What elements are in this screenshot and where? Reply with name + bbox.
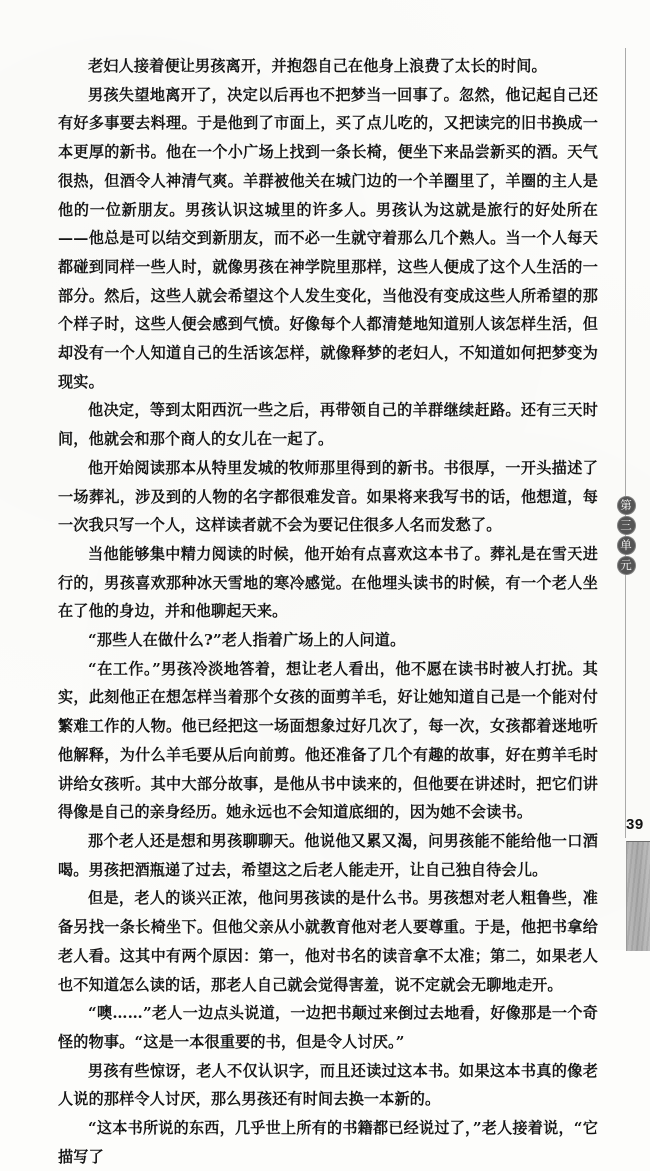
paragraph: 他决定，等到太阳西沉一些之后，再带领自己的羊群继续赶路。还有三天时间，他就会和那个商人的女儿在一起了。 [58, 401, 598, 449]
paragraph: 男孩有些惊讶，老人不仅认识字，而且还读过这本书。如果这本书真的像老人说的那样令人讨厌，那么男孩还有时间去换一本新的。 [58, 1061, 598, 1109]
paragraph: “那些人在做什么?”老人指着广场上的人问道。 [88, 631, 406, 650]
paragraph: “在工作。”男孩冷淡地答着，想让老人看出，他不愿在读书时被人打扰。其实，此刻他正在想怎样当着那个女孩的面剪羊毛，好让她知道自己是一个能对付繁难工作的人物。他已经把这一场面想象过好几次了，每一次，女孩都着迷地听他解释，为什么羊毛要从后向前剪。他还准备了几个有趣的故事，好在剪羊毛时讲给女孩听。其中大部分故事，是他从书中读来的，但他要在讲述时，把它们讲得像是自己的亲身经历。她永远也不会知道底细的，因为她不会读书。 [58, 659, 598, 822]
unit-badge-character: 第 [617, 496, 636, 515]
paragraph: 但是，老人的谈兴正浓，他问男孩读的是什么书。男孩想对老人粗鲁些，准备另找一条长椅坐下。但他父亲从小就教育他对老人要尊重。于是，他把书拿给老人看。这其中有两个原因：第一，他对书名的读音拿不太准；第二，如果老人也不知道怎么读的话，那老人自己就会觉得害羞，说不定就会无聊地走开。 [58, 889, 598, 994]
paragraph: 那个老人还是想和男孩聊聊天。他说他又累又渴，问男孩能不能给他一口酒喝。男孩把酒瓶递了过去，希望这之后老人能走开，让自己独自待会儿。 [58, 831, 598, 879]
body-text-column [58, 52, 598, 1171]
page-edge-thumb-index [626, 841, 650, 951]
unit-badge-character: 元 [617, 556, 636, 575]
margin-vertical-rule [625, 48, 626, 838]
unit-badge-character: 三 [617, 516, 636, 535]
unit-badge-character: 单 [617, 536, 636, 555]
page-number: 39 [626, 816, 644, 833]
paragraph: 老妇人接着便让男孩离开，并抱怨自己在他身上浪费了太长的时间。 [88, 57, 547, 75]
unit-marker [613, 496, 639, 575]
paragraph: 他开始阅读那本从特里发城的牧师那里得到的新书。书很厚，一开头描述了一场葬礼，涉及到的人物的名字都很难发音。如果将来我写书的话，他想道，每一次我只写一个人，这样读者就不会为要记住很多人名而发愁了。 [58, 458, 598, 535]
paragraph: 当他能够集中精力阅读的时候，他开始有点喜欢这本书了。葬礼是在雪天进行的，男孩喜欢那种冰天雪地的寒冷感觉。在他埋头读书的时候，有一个老人坐在了他的身边，并和他聊起天来。 [58, 544, 598, 621]
paragraph: 男孩失望地离开了，决定以后再也不把梦当一回事了。忽然，他记起自己还有好多事要去料理。于是他到了市面上，买了点儿吃的，又把读完的旧书换成一本更厚的新书。他在一个小广场上找到一条长椅，便坐下来品尝新买的酒。天气很热，但酒令人神清气爽。羊群被他关在城门边的一个羊圈里了，羊圈的主人是他的一位新朋友。男孩认识这城里的许多人。男孩认为这就是旅行的好处所在——他总是可以结交到新朋友，而不必一生就守着那么几个熟人。当一个人每天都碰到同样一些人时，就像男孩在神学院里那样，这些人便成了这个人生活的一部分。然后，这些人就会希望这个人发生变化，当他没有变成这些人所希望的那个样子时，这些人便会感到气愤。好像每个人都清楚地知道别人该怎样生活，但却没有一个人知道自己的生活该怎样，就像释梦的老妇人，不知道如何把梦变为现实。 [58, 85, 598, 391]
paragraph: “噢……”老人一边点头说道，一边把书颠过来倒过去地看，好像那是一个奇怪的物事。“这是一本很重要的书，但是令人讨厌。” [58, 1004, 598, 1051]
paragraph: “这本书所说的东西，几乎世上所有的书籍都已经说过了，”老人接着说，“它描写了 [58, 1119, 598, 1166]
